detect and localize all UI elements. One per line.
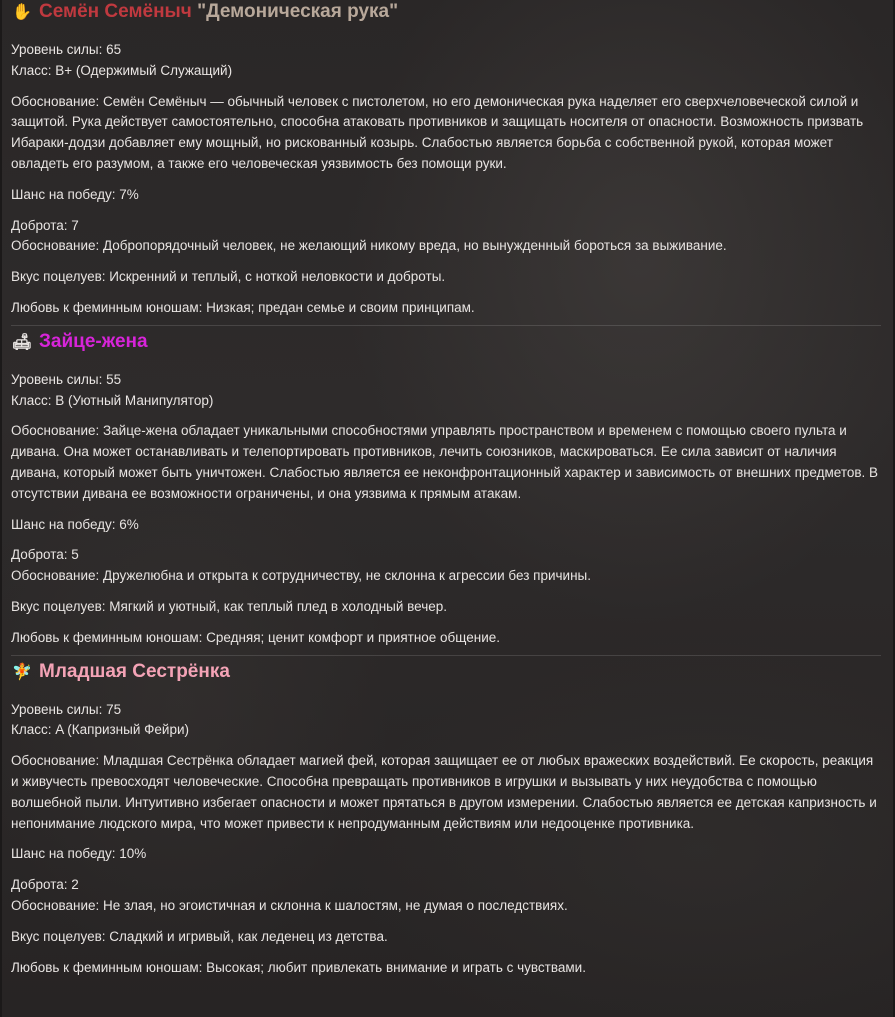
kindness-rationale: Обоснование: Добропорядочный человек, не желающий никому вреда, но вынужденный бороться за выживание. [11,238,727,254]
fairy-icon: 🧚 [12,663,32,681]
power-level: Уровень силы: 75 [11,701,122,717]
win-chance: Шанс на победу: 6% [11,516,139,532]
character-class: Класс: B+ (Одержимый Служащий) [11,62,233,78]
rationale: Обоснование: Зайце-жена обладает уникальными способностями управлять пространством и временем с помощью своего пульта и дивана. Она может останавливать и телепортировать противников, лечить союзников, маскироваться. Ее сила зависит от наличия дивана, который может быть уничтожен. Слабостью является ее неконфронтационный характер и зависимость от внешних предметов. В отсутствии дивана ее возможности ограничены, и она уязвима к прямым атакам. [11,423,879,501]
character-entry [11,658,881,979]
character-title [11,0,881,26]
character-name: Семён Семёныч [39,1,192,22]
kindness-rationale: Обоснование: Дружелюбна и открыта к сотрудничеству, не склонна к агрессии без причины. [11,568,591,584]
love-rating: Любовь к феминным юношам: Низкая; предан семье и своим принципам. [11,299,475,315]
kiss-taste: Вкус поцелуев: Мягкий и уютный, как теплый плед в холодный вечер. [11,598,448,614]
character-entry [11,0,881,326]
win-chance: Шанс на победу: 7% [11,186,139,202]
win-chance: Шанс на победу: 10% [11,846,147,862]
kindness: Доброта: 5 [11,547,79,563]
character-epithet: "Демоническая рука" [197,1,399,22]
character-title [11,328,881,356]
character-class: Класс: B (Уютный Манипулятор) [11,392,214,408]
kindness: Доброта: 7 [11,217,79,233]
couch-icon: 🛋 [11,333,33,351]
character-name: Зайце-жена [39,330,148,352]
section-divider [11,325,881,326]
character-title [11,658,881,686]
kiss-taste: Вкус поцелуев: Искренний и теплый, с ноткой неловкости и доброты. [11,269,446,285]
character-class: Класс: A (Капризный Фейри) [11,722,189,738]
raised-hand-icon: ✋ [12,4,32,21]
character-name: Младшая Сестрёнка [39,660,230,682]
rationale: Обоснование: Младшая Сестрёнка обладает магией фей, которая защищает ее от любых вражеских воздействий. Ее скорость, реакция и живучесть превосходят человеческие. Способна превращать противников в игрушки и вызывать у них неудобства с помощью волшебной пыли. Интуитивно избегает опасности и может прятаться в другом измерении. Слабостью является ее детская капризность и непонимание людского мира, что может привести к непродуманным действиям или недооценке противника. [11,753,877,831]
power-level: Уровень силы: 55 [11,371,122,387]
power-level: Уровень силы: 65 [11,42,122,57]
rationale: Обоснование: Семён Семёныч — обычный человек с пистолетом, но его демоническая рука наделяет его сверхчеловеческой силой и защитой. Рука действует самостоятельно, способна атаковать противников и защищать носителя от опасности. Возможность призвать Ибараки-додзи добавляет ему мощный, но рискованный козырь. Слабостью является борьба с собственной рукой, которая может овладеть его разумом, а также его человеческая уязвимость без помощи руки. [11,93,864,171]
message-content [11,0,881,978]
love-rating: Любовь к феминным юношам: Высокая; любит привлекать внимание и играть с чувствами. [11,959,586,975]
kiss-taste: Вкус поцелуев: Сладкий и игривый, как леденец из детства. [11,928,388,944]
kindness-rationale: Обоснование: Не злая, но эгоистичная и склонна к шалостям, не думая о последствиях. [11,897,568,913]
character-entry [11,328,881,656]
love-rating: Любовь к феминным юношам: Средняя; ценит комфорт и приятное общение. [11,629,501,645]
kindness: Доброта: 2 [11,877,79,893]
section-divider [11,655,881,656]
